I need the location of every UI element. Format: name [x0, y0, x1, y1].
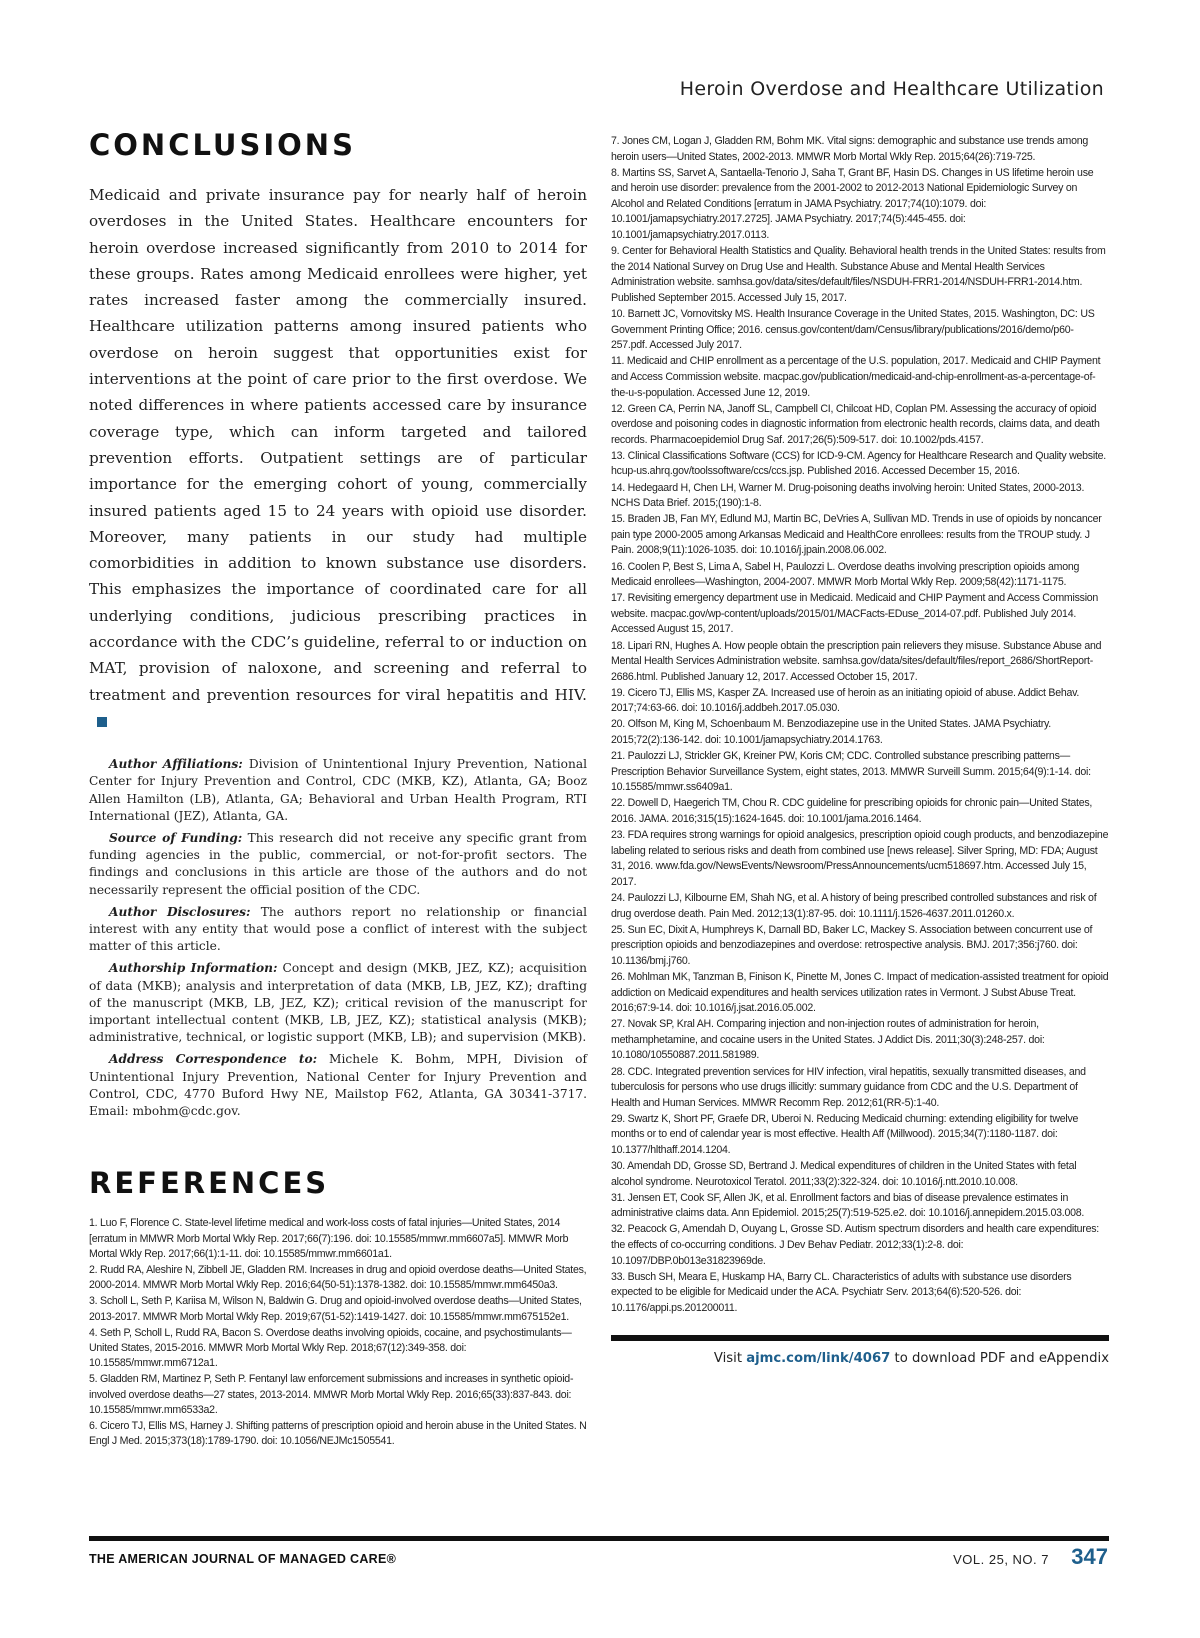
visit-prefix: Visit	[713, 1350, 747, 1366]
reference-item: 26. Mohlman MK, Tanzman B, Finison K, Pinette M, Jones C. Impact of medication-assisted treatment for opioid addiction on Medicaid expenditures and health services utilization rates in Vermont. J Subst Abuse Treat. 2016;67:9-14. doi: 10.1016/j.jsat.2016.05.002.	[611, 970, 1109, 1015]
page-number: 347	[1071, 1544, 1108, 1569]
reference-item: 20. Olfson M, King M, Schoenbaum M. Benzodiazepine use in the United States. JAMA Psychiatry. 2015;72(2):136-142. doi: 10.1001/jamapsychiatry.2014.1763.	[611, 718, 1051, 747]
note-address-correspondence	[89, 1051, 587, 1120]
note-label: Authorship Information:	[109, 961, 278, 976]
reference-item: 7. Jones CM, Logan J, Gladden RM, Bohm MK. Vital signs: demographic and substance use trends among heroin users—United States, 2002-2013. MMWR Morb Mortal Wkly Rep. 2015;64(26):719-725.	[611, 135, 1089, 163]
reference-item: 19. Cicero TJ, Ellis MS, Kasper ZA. Increased use of heroin as an initiating opioid of abuse. Addict Behav. 2017;74:63-66. doi: 10.1016/j.addbeh.2017.05.030.	[611, 686, 1080, 715]
note-label: Author Disclosures:	[109, 904, 251, 919]
reference-item: 14. Hedegaard H, Chen LH, Warner M. Drug-poisoning deaths involving heroin: United States, 2000-2013. NCHS Data Brief. 2015;(190):1-8.	[611, 481, 1085, 510]
reference-item: 9. Center for Behavioral Health Statistics and Quality. Behavioral health trends in the United States: results from the 2014 National Survey on Drug Use and Health. Substance Abuse and Mental Health Services Administration website. samhsa.gov/data/sites/default/files/NSDUH-FRR1-2014/NSDUH-FRR1-2014.htm. Published September 2015. Accessed July 15, 2017.	[611, 245, 1106, 304]
note-text: Division of Unintentional Injury Prevention, National Center for Injury Prevention and Control, CDC (MKB, KZ), Atlanta, GA; Booz Allen Hamilton (LB), Atlanta, GA; Behavioral and Urban Health Program, RTI International (JEZ), Atlanta, GA.	[89, 757, 587, 823]
reference-item: 13. Clinical Classifications Software (CCS) for ICD-9-CM. Agency for Healthcare Research and Quality website. hcup-us.ahrq.gov/toolssoftware/ccs/ccs.jsp. Published 2016. Accessed December 15, 2016.	[611, 449, 1106, 478]
note-label: Source of Funding:	[109, 831, 243, 846]
reference-list-left	[89, 1216, 587, 1450]
note-source-of-funding	[89, 830, 587, 899]
note-authorship-information	[89, 960, 587, 1046]
note-text: Michele K. Bohm, MPH, Division of Unintentional Injury Prevention, National Center for Injury Prevention and Control, CDC, 4770 Buford Hwy NE, Mailstop F62, Atlanta, GA 30341-3717. Email: mbohm@cdc.gov.	[89, 1052, 587, 1119]
note-author-affiliations	[89, 756, 587, 825]
reference-item: 22. Dowell D, Haegerich TM, Chou R. CDC guideline for prescribing opioids for chronic pain—United States, 2016. JAMA. 2016;315(15):1624-1645. doi: 10.1001/jama.2016.1464.	[611, 797, 1093, 826]
reference-item: 33. Busch SH, Meara E, Huskamp HA, Barry CL. Characteristics of adults with substance use disorders expected to be eligible for Medicaid under the ACA. Psychiatr Serv. 2013;64(6):520-526. doi: 10.1176/appi.ps.201200011.	[611, 1270, 1072, 1314]
reference-item: 18. Lipari RN, Hughes A. How people obtain the prescription pain relievers they misuse. Substance Abuse and Mental Health Services Administration website. samhsa.gov/data/sites/default/files/report_2686/ShortReport-2686.html. Published January 12, 2017. Accessed October 15, 2017.	[611, 639, 1102, 683]
reference-item: 30. Amendah DD, Grosse SD, Bertrand J. Medical expenditures of children in the United States with fetal alcohol syndrome. Neurotoxicol Teratol. 2011;33(2):322-324. doi: 10.1016/j.ntt.2010.10.008.	[611, 1160, 1077, 1188]
right-column	[611, 134, 1109, 1366]
conclusions-body	[89, 182, 587, 734]
note-label: Author Affiliations:	[109, 757, 243, 772]
reference-item: 10. Barnett JC, Vornovitsky MS. Health Insurance Coverage in the United States, 2015. Washington, DC: US Government Printing Office; 2016. census.gov/content/dam/Census/library/publications/2016/demo/p60-257.pdf. Accessed July 2017.	[611, 308, 1095, 352]
visit-suffix: to download PDF and eAppendix	[890, 1350, 1109, 1366]
author-notes	[89, 756, 587, 1120]
reference-item: 21. Paulozzi LJ, Strickler GK, Kreiner PW, Koris CM; CDC. Controlled substance prescribing patterns—Prescription Behavior Surveillance System, eight states, 2013. MMWR Surveill Summ. 2015;64(9):1-14. doi: 10.15585/mmwr.ss6409a1.	[611, 750, 1091, 794]
conclusions-heading: CONCLUSIONS	[89, 128, 356, 162]
reference-item: 28. CDC. Integrated prevention services for HIV infection, viral hepatitis, sexually transmitted diseases, and tuberculosis for persons who use drugs illicitly: summary guidance from CDC and the U.S. Department of Health and Human Services. MMWR Recomm Rep. 2012;61(RR-5):1-40.	[611, 1065, 1086, 1109]
reference-item: 17. Revisiting emergency department use in Medicaid. Medicaid and CHIP Payment and Access Commission website. macpac.gov/wp-content/uploads/2015/01/MACFacts-EDuse_2014-07.pdf. Published July 2014. Accessed August 15, 2017.	[611, 592, 1099, 636]
reference-item: 12. Green CA, Perrin NA, Janoff SL, Campbell CI, Chilcoat HD, Coplan PM. Assessing the accuracy of opioid overdose and poisoning codes in diagnostic information from electronic health records, claims data, and death records. Pharmacoepidemiol Drug Saf. 2017;26(5):509-517. doi: 10.1002/pds.4157.	[611, 402, 1100, 446]
reference-item: 4. Seth P, Scholl L, Rudd RA, Bacon S. Overdose deaths involving opioids, cocaine, and psychostimulants—United States, 2015-2016. MMWR Morb Mortal Wkly Rep. 2018;67(12):349-358. doi: 10.15585/mmwr.mm6712a1.	[89, 1326, 572, 1370]
reference-item: 15. Braden JB, Fan MY, Edlund MJ, Martin BC, DeVries A, Sullivan MD. Trends in use of opioids by noncancer pain type 2000-2005 among Arkansas Medicaid and HealthCore enrollees: results from the TROUP study. J Pain. 2008;9(11):1026-1035. doi: 10.1016/j.jpain.2008.06.002.	[611, 513, 1102, 557]
note-text: This research did not receive any specific grant from funding agencies in the public, commercial, or not-for-profit sectors. The findings and conclusions in this article are those of the authors and do not necessarily represent the official position of the CDC.	[89, 831, 587, 897]
footer-divider	[89, 1536, 1109, 1541]
left-column	[89, 128, 587, 1450]
note-text: Concept and design (MKB, JEZ, KZ); acquisition of data (MKB); analysis and interpretation of data (MKB, LB, JEZ, KZ); drafting of the manuscript (MKB, LB, JEZ, KZ); critical revision of the manuscript for important intellectual content (MKB, LB, JEZ, KZ); statistical analysis (MKB); administrative, technical, or logistic support (MKB, LB); and supervision (MKB).	[89, 961, 588, 1045]
references-heading: REFERENCES	[89, 1166, 330, 1201]
reference-item: 2. Rudd RA, Aleshire N, Zibbell JE, Gladden RM. Increases in drug and opioid overdose deaths—United States, 2000-2014. MMWR Morb Mortal Wkly Rep. 2016;64(50-51):1378-1382. doi: 10.15585/mmwr.mm6450a3.	[89, 1264, 587, 1292]
note-author-disclosures	[89, 904, 587, 956]
reference-item: 3. Scholl L, Seth P, Kariisa M, Wilson N, Baldwin G. Drug and opioid-involved overdose deaths—United States, 2013-2017. MMWR Morb Mortal Wkly Rep. 2019;67(51-52):1419-1427. doi: 10.15585/mmwr.mm675152e1.	[89, 1295, 582, 1323]
reference-item: 24. Paulozzi LJ, Kilbourne EM, Shah NG, et al. A history of being prescribed controlled substances and risk of drug overdose death. Pain Med. 2012;13(1):87-95. doi: 10.1111/j.1526-4637.2011.01260.x.	[611, 892, 1097, 920]
reference-list-right	[611, 134, 1109, 1317]
reference-item: 8. Martins SS, Sarvet A, Santaella-Tenorio J, Saha T, Grant BF, Hasin DS. Changes in US lifetime heroin use and heroin use disorder: prevalence from the 2001-2002 to 2012-2013 National Epidemiologic Survey on Alcohol and Related Conditions [erratum in JAMA Psychiatry. 2017;74(10):1079. doi: 10.1001/jamapsychiatry.2017.2725]. JAMA Psychiatry. 2017;74(5):445-455. doi: 10.1001/jamapsychiatry.2017.0113.	[611, 166, 1094, 242]
running-title: Heroin Overdose and Healthcare Utilization	[679, 78, 1104, 100]
reference-item: 23. FDA requires strong warnings for opioid analgesics, prescription opioid cough products, and benzodiazepine labeling related to serious risks and death from combined use [news release]. Silver Spring, MD: FDA; August 31, 2016. www.fda.gov/NewsEvents/Newsroom/PressAnnouncements/ucm518697.htm. Accessed July 15, 2017.	[611, 829, 1109, 888]
end-of-article-mark	[97, 717, 107, 727]
reference-item: 29. Swartz K, Short PF, Graefe DR, Uberoi N. Reducing Medicaid churning: extending eligibility for twelve months or to end of calendar year is most effective. Health Aff (Millwood). 2015;34(7):1180-1187. doi: 10.1377/hlthaff.2014.1204.	[611, 1112, 1079, 1156]
reference-item: 5. Gladden RM, Martinez P, Seth P. Fentanyl law enforcement submissions and increases in synthetic opioid-involved overdose deaths—27 states, 2013-2014. MMWR Morb Mortal Wkly Rep. 2016;65(33):837-843. doi: 10.15585/mmwr.mm6533a2.	[89, 1373, 574, 1417]
reference-item: 16. Coolen P, Best S, Lima A, Sabel H, Paulozzi L. Overdose deaths involving prescription opioids among Medicaid enrollees—Washington, 2004-2007. MMWR Morb Mortal Wkly Rep. 2009;58(42):1171-1175.	[611, 560, 1080, 589]
reference-item: 32. Peacock G, Amendah D, Ouyang L, Grosse SD. Autism spectrum disorders and health care expenditures: the effects of co-occurring conditions. J Dev Behav Pediatr. 2012;33(1):2-8. doi: 10.1097/DBP.0b013e31823969de.	[611, 1223, 1099, 1267]
reference-item: 25. Sun EC, Dixit A, Humphreys K, Darnall BD, Baker LC, Mackey S. Association between concurrent use of prescription opioids and benzodiazepines and overdose: retrospective analysis. BMJ. 2017;356:j760. doi: 10.1136/bmj.j760.	[611, 923, 1093, 967]
reference-item: 31. Jensen ET, Cook SF, Allen JK, et al. Enrollment factors and bias of disease prevalence estimates in administrative claims data. Ann Epidemiol. 2015;25(7):519-525.e2. doi: 10.1016/j.annepidem.2015.03.008.	[611, 1191, 1085, 1220]
note-text: The authors report no relationship or financial interest with any entity that would pose a conflict of interest with the subject matter of this article.	[89, 904, 587, 954]
conclusions-text: Medicaid and private insurance pay for nearly half of heroin overdoses in the United States. Healthcare encounters for heroin overdose increased significantly from 2010 to 2014 for these groups. Rates among Medicaid enrollees were higher, yet rates increased faster among the commercially insured. Healthcare utilization patterns among insured patients who overdose on heroin suggest that opportunities exist for interventions at the point of care prior to the first overdose. We noted differences in where patients accessed care by insurance coverage type, which can inform targeted and tailored prevention efforts. Outpatient settings are of particular importance for the emerging cohort of young, commercially insured patients aged 15 to 24 years with opioid use disorder. Moreover, many patients in our study had multiple comorbidities in addition to known substance use disorders. This emphasizes the importance of coordinated care for all underlying conditions, judicious prescribing practices in accordance with the CDC’s guideline, referral to or induction on MAT, provision of naloxone, and screening and referral to treatment and prevention resources for viral hepatitis and HIV.	[89, 186, 587, 704]
footer-volume: VOL. 25, NO. 7	[953, 1552, 1049, 1567]
footer-journal-name: THE AMERICAN JOURNAL OF MANAGED CARE®	[89, 1552, 397, 1566]
section-divider	[611, 1335, 1109, 1341]
reference-item: 27. Novak SP, Kral AH. Comparing injection and non-injection routes of administration for heroin, methamphetamine, and cocaine users in the United States. J Addict Dis. 2011;30(3):248-257. doi: 10.1080/10550887.2011.581989.	[611, 1018, 1045, 1062]
download-link[interactable]: ajmc.com/link/4067	[746, 1350, 891, 1366]
note-label: Address Correspondence to:	[109, 1052, 318, 1067]
reference-item: 6. Cicero TJ, Ellis MS, Harney J. Shifting patterns of prescription opioid and heroin abuse in the United States. N Engl J Med. 2015;373(18):1789-1790. doi: 10.1056/NEJMc1505541.	[89, 1420, 587, 1448]
visit-line	[611, 1351, 1109, 1366]
reference-item: 11. Medicaid and CHIP enrollment as a percentage of the U.S. population, 2017. Medicaid and CHIP Payment and Access Commission website. macpac.gov/publication/medicaid-and-chip-enrollment-as-a-percentage-of-the-u-s-population. Accessed June 12, 2019.	[611, 355, 1101, 399]
reference-item: 1. Luo F, Florence C. State-level lifetime medical and work-loss costs of fatal injuries—United States, 2014 [erratum in MMWR Morb Mortal Wkly Rep. 2017;66(7):196. doi: 10.15585/mmwr.mm6607a5]. MMWR Morb Mortal Wkly Rep. 2017;66(1):1-11. doi: 10.15585/mmwr.mm6601a1.	[89, 1217, 569, 1261]
